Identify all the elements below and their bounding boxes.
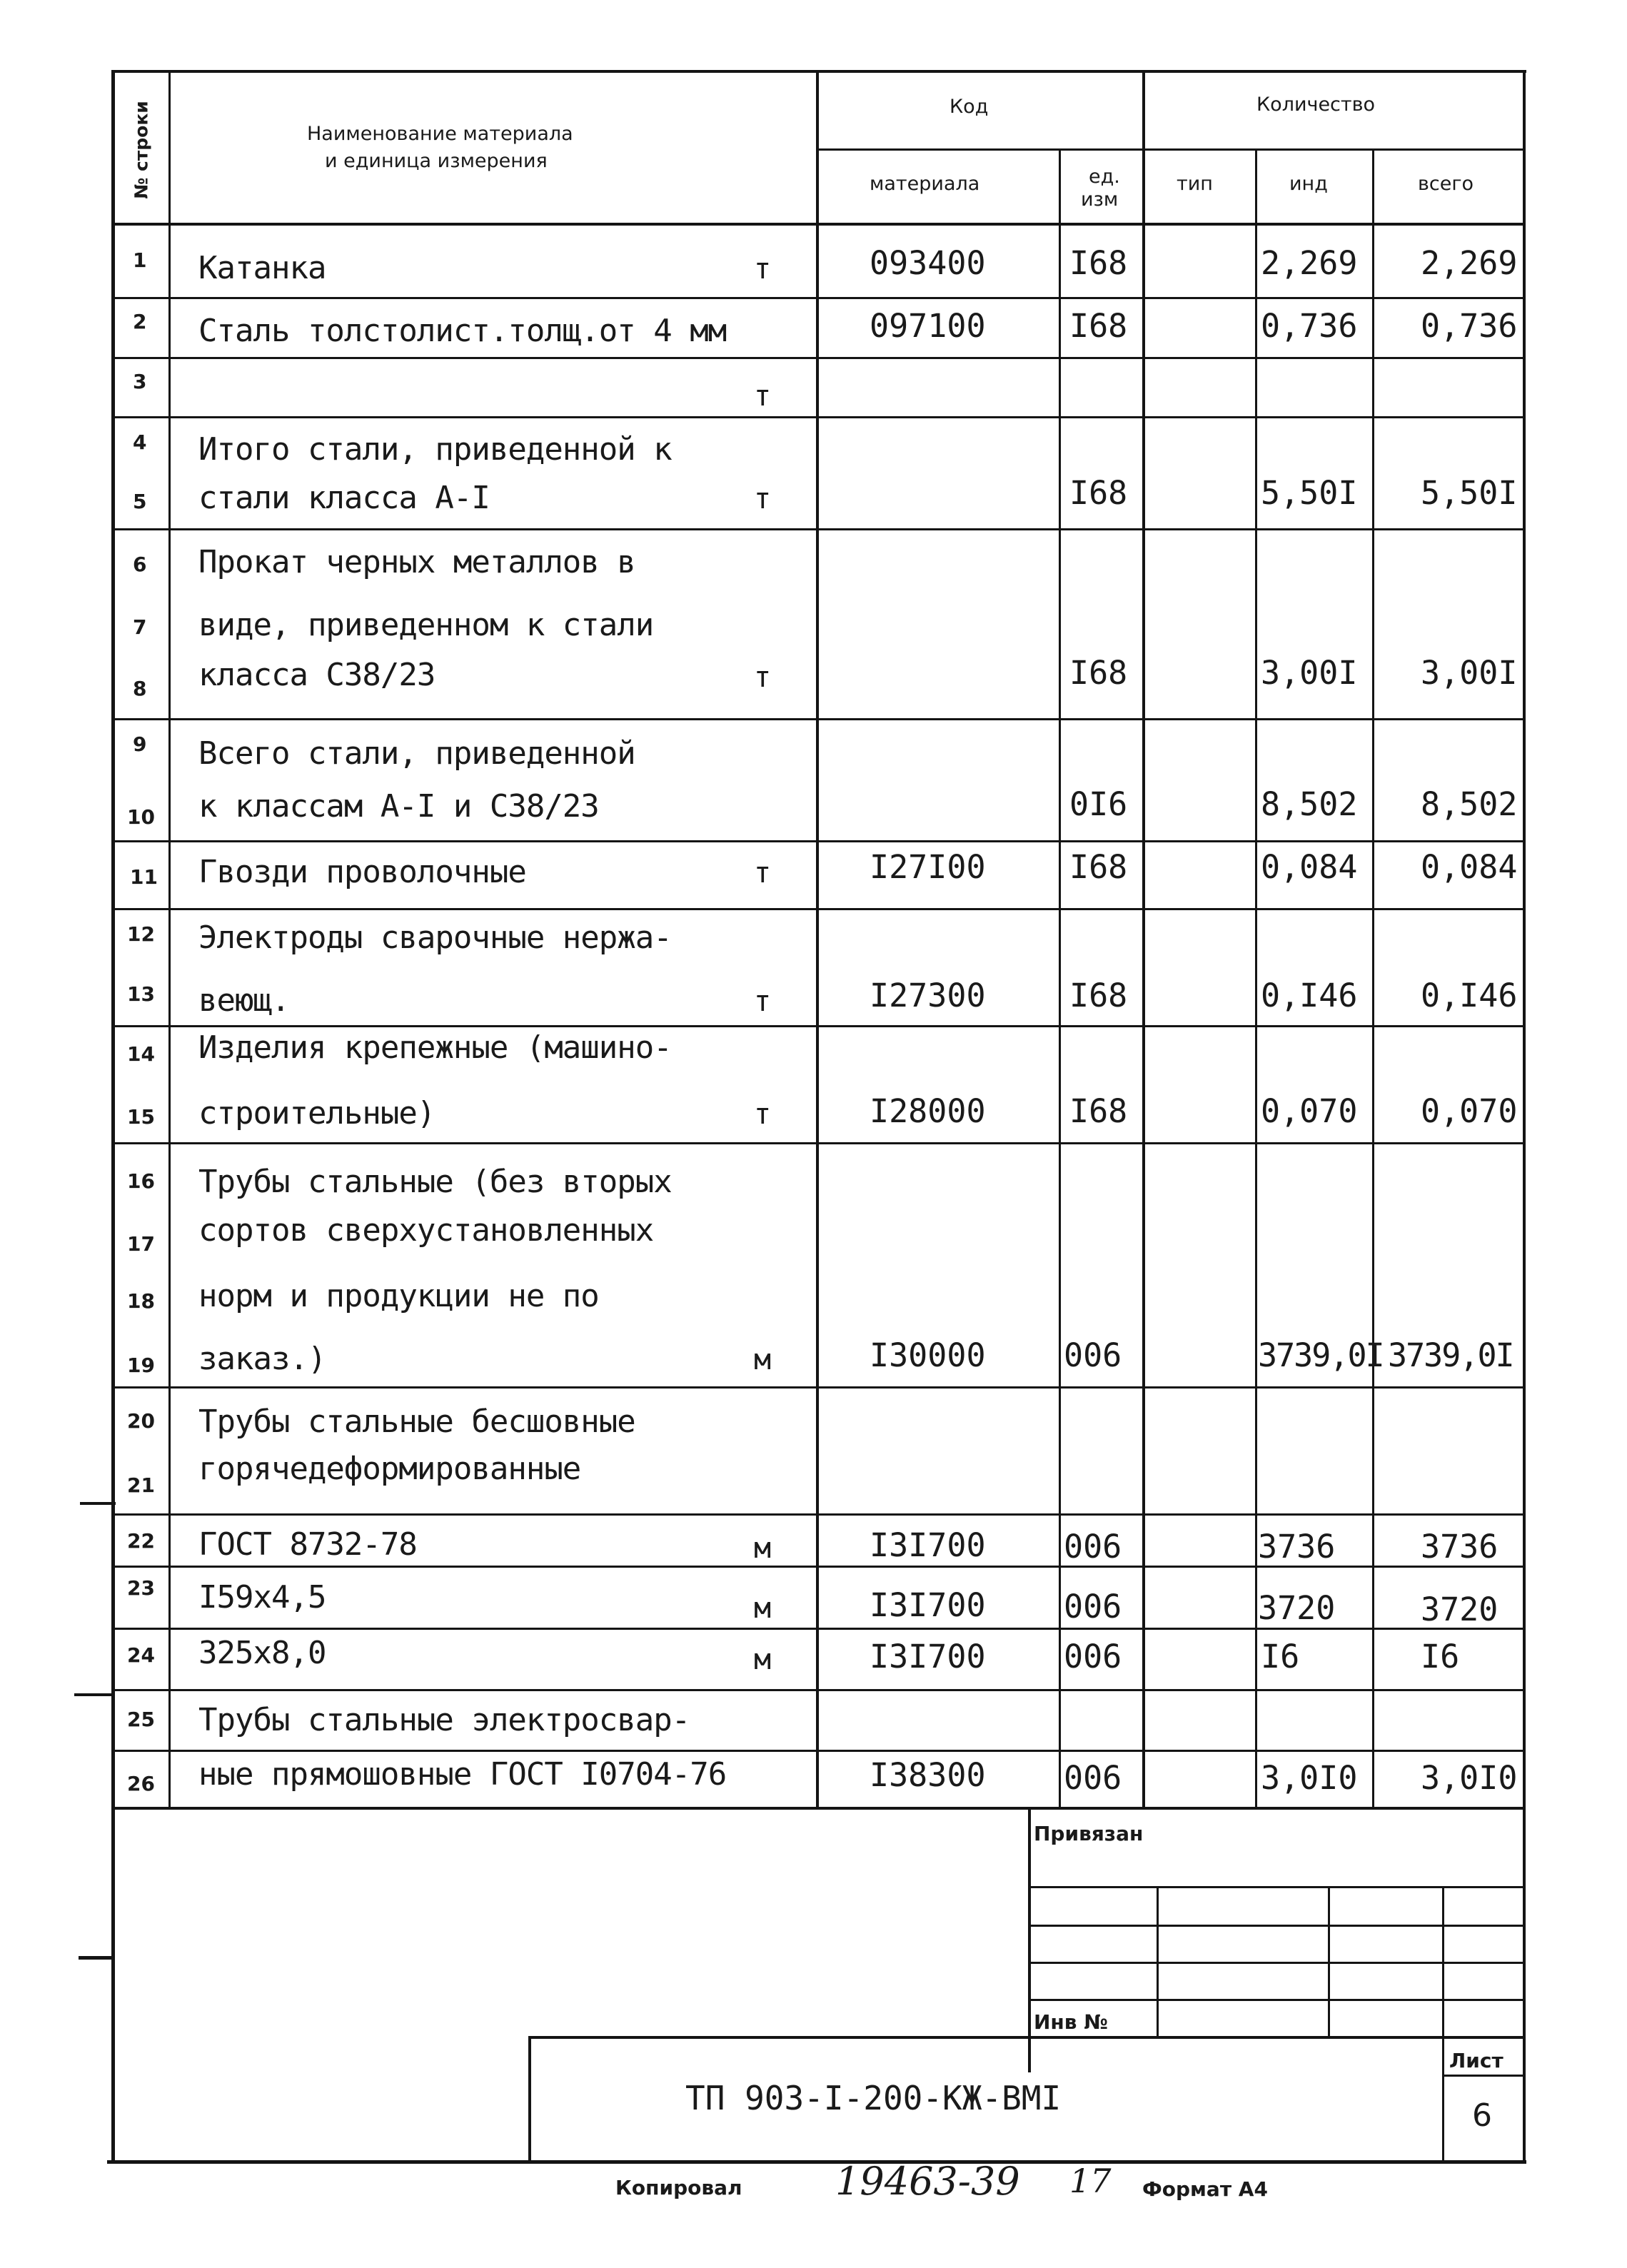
material-name: Изделия крепежные (машино- — [198, 1029, 672, 1066]
handwritten-number: 19463-39 — [835, 2159, 1020, 2204]
unit-code: 0I6 — [1069, 785, 1128, 823]
row-number: 19 — [127, 1354, 155, 1377]
row-number: 8 — [133, 677, 147, 700]
row-line — [113, 297, 1525, 299]
row-number: 4 — [133, 430, 147, 454]
quantity-total: 2,269 — [1421, 244, 1518, 282]
quantity-ind: 3736 — [1258, 1528, 1336, 1566]
unit-symbol: т — [754, 985, 772, 1018]
material-name: веющ. — [198, 982, 290, 1019]
row-line — [113, 528, 1525, 530]
unit-code: 006 — [1064, 1759, 1122, 1797]
material-code: I3I700 — [870, 1586, 986, 1624]
material-name: к классам А-I и С38/23 — [198, 788, 599, 825]
unit-code: 006 — [1064, 1528, 1122, 1566]
material-name: виде, приведенном к стали — [198, 607, 654, 643]
material-name: Трубы стальные бесшовные — [198, 1403, 635, 1440]
material-code: I27300 — [870, 977, 986, 1014]
quantity-total: 0,736 — [1421, 307, 1518, 345]
row-number: 7 — [133, 615, 147, 639]
material-name: ные прямошовные ГОСТ I0704-76 — [198, 1756, 727, 1793]
margin-tick — [80, 1502, 116, 1505]
total-header: всего — [1418, 173, 1474, 195]
col-divider-unit — [1142, 70, 1145, 1808]
quantity-header: Количество — [1256, 94, 1376, 116]
quantity-total: 3736 — [1421, 1528, 1498, 1566]
material-code: I38300 — [870, 1756, 986, 1794]
material-code-header: материала — [870, 173, 980, 195]
material-name: горячедеформированные — [198, 1451, 581, 1487]
row-line — [113, 1513, 1525, 1516]
row-number: 3 — [133, 370, 147, 393]
quantity-ind: 8,502 — [1261, 785, 1358, 823]
stamp-grid-col — [1157, 1888, 1159, 2039]
material-name: Электроды сварочные нержа- — [198, 919, 672, 956]
material-code: 097100 — [870, 307, 986, 345]
unit-code: I68 — [1069, 307, 1128, 345]
material-code: I30000 — [870, 1336, 986, 1374]
col-divider-rowno — [168, 70, 171, 1808]
material-name: Трубы стальные (без вторых — [198, 1164, 672, 1200]
row-line — [113, 840, 1525, 842]
material-name: Прокат черных металлов в — [198, 544, 635, 580]
material-name: 325x8,0 — [198, 1635, 326, 1671]
quantity-ind: 5,50I — [1261, 474, 1358, 512]
stamp-grid-line — [1028, 1925, 1525, 1927]
row-number: 16 — [127, 1169, 155, 1193]
table-top-border — [113, 70, 1526, 73]
material-name: стали класса А-I — [198, 480, 490, 516]
quantity-ind: 3,00I — [1261, 654, 1358, 692]
quantity-total: I6 — [1421, 1638, 1460, 1675]
ind-header: инд — [1289, 173, 1328, 195]
header-bottom-border — [113, 223, 1525, 226]
sheet-number: 6 — [1472, 2097, 1492, 2134]
unit-header-line1: ед. — [1089, 166, 1120, 188]
row-line — [113, 416, 1525, 418]
unit-header-line2: изм — [1081, 188, 1119, 211]
row-line — [113, 1386, 1525, 1388]
unit-symbol: т — [754, 483, 772, 515]
row-number: 12 — [127, 922, 155, 946]
row-number: 5 — [133, 490, 147, 513]
row-number: 2 — [133, 310, 147, 333]
format-label: Формат А4 — [1142, 2177, 1268, 2201]
material-name: Катанка — [198, 250, 326, 286]
row-number: 15 — [127, 1105, 155, 1129]
quantity-ind: 0,I46 — [1261, 977, 1358, 1014]
quantity-total: 0,070 — [1421, 1092, 1518, 1130]
table-bottom-border — [113, 1807, 1525, 1810]
unit-code: 006 — [1064, 1336, 1122, 1374]
quantity-total: 8,502 — [1421, 785, 1518, 823]
unit-code: 006 — [1064, 1638, 1122, 1675]
quantity-total: 0,I46 — [1421, 977, 1518, 1014]
unit-code: I68 — [1069, 474, 1128, 512]
name-header-line1: Наименование материала — [307, 123, 573, 145]
material-name: Трубы стальные электросвар- — [198, 1702, 690, 1738]
quantity-ind: 3739,0I — [1258, 1336, 1384, 1374]
material-name: норм и продукции не по — [198, 1278, 599, 1314]
unit-code: I68 — [1069, 1092, 1128, 1130]
row-line — [113, 718, 1525, 720]
material-name: Всего стали, приведенной — [198, 735, 635, 772]
table-left-border — [111, 70, 115, 2162]
stamp-grid-line — [528, 2036, 1525, 2039]
material-name: заказ.) — [198, 1341, 326, 1377]
inv-number-label: Инв № — [1034, 2010, 1108, 2034]
row-number: 10 — [127, 805, 155, 829]
row-number: 23 — [127, 1576, 155, 1600]
row-number-header: № строки — [131, 101, 152, 199]
row-number: 21 — [127, 1473, 155, 1497]
quantity-ind: 3,0I0 — [1261, 1759, 1358, 1797]
row-number: 14 — [127, 1042, 155, 1066]
sheet-label-divider — [1442, 2075, 1525, 2077]
material-name: I59x4,5 — [198, 1579, 326, 1616]
row-number: 13 — [127, 982, 155, 1006]
material-name: сортов сверхустановленных — [198, 1212, 654, 1249]
row-number: 6 — [133, 553, 147, 576]
material-name: класса С38/23 — [198, 657, 435, 693]
unit-symbol: м — [754, 1643, 772, 1676]
unit-symbol: т — [754, 253, 772, 286]
handwritten-mark: 17 — [1069, 2162, 1112, 2200]
row-line — [113, 1628, 1525, 1630]
margin-tick — [74, 1693, 114, 1696]
material-name: Сталь толстолист.толщ.от 4 мм — [198, 313, 727, 349]
material-code: I3I700 — [870, 1526, 986, 1564]
unit-code: 006 — [1064, 1588, 1122, 1626]
quantity-total: 0,084 — [1421, 848, 1518, 886]
stamp-grid-col — [1442, 1888, 1444, 2160]
document-code: ТП 903-I-200-КЖ-ВМI — [685, 2079, 1062, 2117]
row-line — [113, 1025, 1525, 1027]
row-number: 24 — [127, 1643, 155, 1667]
row-line — [113, 1750, 1525, 1752]
material-code: I27I00 — [870, 848, 986, 886]
unit-symbol: м — [754, 1532, 772, 1565]
stamp-grid-col — [1328, 1888, 1330, 2039]
copied-by-label: Копировал — [615, 2176, 742, 2199]
col-divider-code — [1059, 148, 1061, 1808]
sheet-label: Лист — [1449, 2049, 1503, 2072]
code-header: Код — [949, 96, 989, 118]
type-header: тип — [1177, 173, 1213, 195]
row-number: 1 — [133, 248, 147, 272]
quantity-ind: 2,269 — [1261, 244, 1358, 282]
row-number: 25 — [127, 1708, 155, 1731]
title-box-left-border — [528, 2036, 531, 2163]
material-name: Итого стали, приведенной к — [198, 431, 672, 468]
quantity-total: 5,50I — [1421, 474, 1518, 512]
table-right-border — [1523, 70, 1526, 2162]
material-code: I28000 — [870, 1092, 986, 1130]
row-number: 17 — [127, 1232, 155, 1256]
unit-code: I68 — [1069, 977, 1128, 1014]
unit-code: I68 — [1069, 654, 1128, 692]
unit-symbol: т — [754, 380, 772, 413]
row-number: 11 — [130, 865, 158, 889]
quantity-total: 3,0I0 — [1421, 1759, 1518, 1797]
quantity-ind: 0,736 — [1261, 307, 1358, 345]
material-name: строительные) — [198, 1095, 435, 1132]
row-number: 20 — [127, 1409, 155, 1433]
unit-code: I68 — [1069, 848, 1128, 886]
row-number: 26 — [127, 1772, 155, 1795]
quantity-total: 3720 — [1421, 1591, 1498, 1628]
row-line — [113, 1689, 1525, 1691]
margin-tick — [79, 1956, 114, 1960]
name-header-line2: и единица измерения — [325, 150, 548, 172]
unit-code: I68 — [1069, 244, 1128, 282]
row-number: 9 — [133, 732, 147, 756]
row-number: 22 — [127, 1529, 155, 1553]
col-divider-ind — [1372, 148, 1374, 1808]
row-line — [113, 908, 1525, 910]
material-code: I3I700 — [870, 1638, 986, 1675]
quantity-ind: 0,070 — [1261, 1092, 1358, 1130]
row-number: 18 — [127, 1289, 155, 1313]
quantity-ind: I6 — [1261, 1638, 1300, 1675]
col-divider-name — [816, 70, 819, 1808]
unit-symbol: т — [754, 1098, 772, 1131]
unit-symbol: м — [754, 1592, 772, 1625]
material-code: 093400 — [870, 244, 986, 282]
page-bottom-border — [107, 2160, 1526, 2164]
unit-symbol: м — [754, 1344, 772, 1376]
attached-label: Привязан — [1034, 1822, 1144, 1845]
stamp-grid-line — [1028, 1962, 1525, 1964]
stamp-attached-divider — [1028, 1886, 1525, 1888]
stamp-grid-line — [1028, 1999, 1525, 2001]
row-line — [113, 1566, 1525, 1568]
quantity-total: 3739,0I — [1388, 1336, 1513, 1374]
quantity-ind: 3720 — [1258, 1589, 1336, 1627]
stamp-left-border — [1028, 1808, 1031, 2072]
unit-symbol: т — [754, 661, 772, 694]
row-line — [113, 1142, 1525, 1144]
header-subdivider — [818, 148, 1525, 151]
row-line — [113, 357, 1525, 359]
quantity-total: 3,00I — [1421, 654, 1518, 692]
col-divider-type — [1255, 148, 1257, 1808]
material-name: Гвозди проволочные — [198, 854, 526, 890]
unit-symbol: т — [754, 857, 772, 889]
quantity-ind: 0,084 — [1261, 848, 1358, 886]
material-name: ГОСТ 8732-78 — [198, 1526, 417, 1563]
